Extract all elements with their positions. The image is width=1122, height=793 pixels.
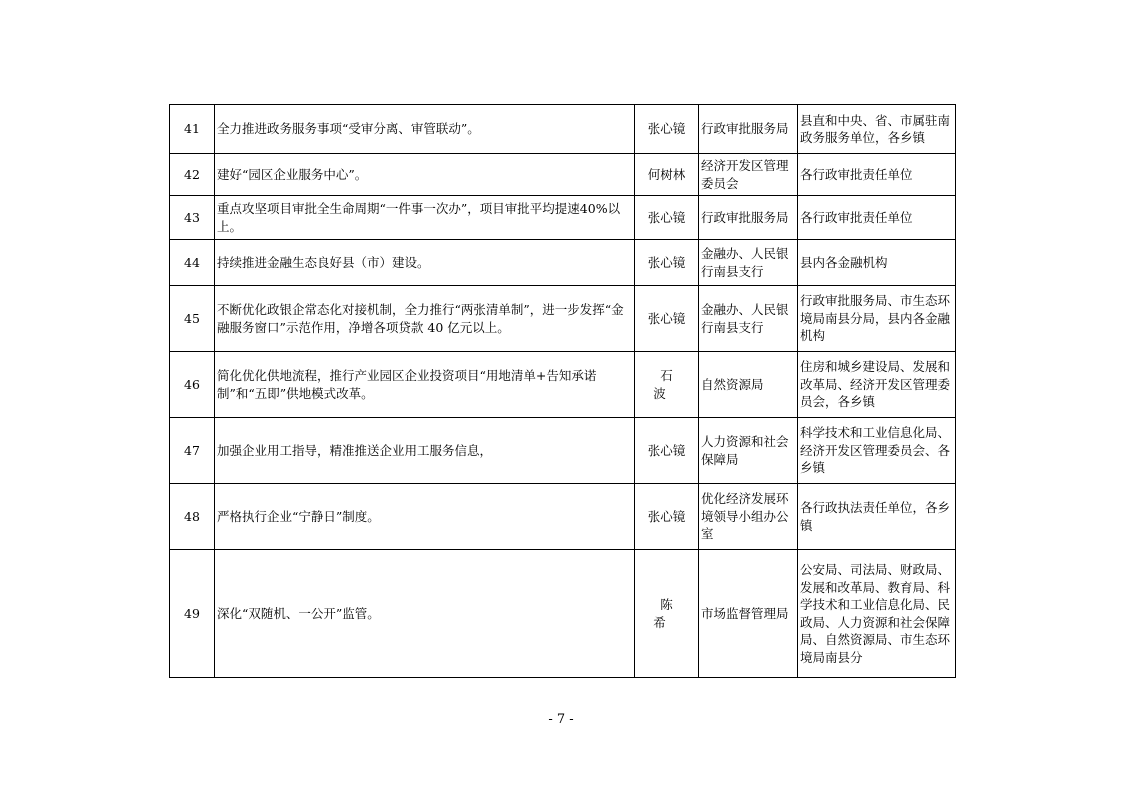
responsible-leader: 陈希 bbox=[635, 550, 699, 678]
table-row bbox=[170, 196, 956, 240]
row-number: 48 bbox=[170, 484, 215, 550]
responsible-leader: 张心镜 bbox=[635, 286, 699, 352]
lead-department: 金融办、人民银行南县支行 bbox=[699, 240, 798, 286]
row-number: 47 bbox=[170, 418, 215, 484]
responsible-leader: 张心镜 bbox=[635, 105, 699, 154]
table-row bbox=[170, 418, 956, 484]
task-description: 简化优化供地流程，推行产业园区企业投资项目“用地清单+告知承诺制”和“五即”供地模式改革。 bbox=[215, 352, 635, 418]
cooperating-units: 公安局、司法局、财政局、发展和改革局、教育局、科学技术和工业信息化局、民政局、人力资源和社会保障局、自然资源局、市生态环境局南县分 bbox=[798, 550, 956, 678]
responsible-leader: 石波 bbox=[635, 352, 699, 418]
task-description: 全力推进政务服务事项“受审分离、审管联动”。 bbox=[215, 105, 635, 154]
task-description: 加强企业用工指导，精准推送企业用工服务信息， bbox=[215, 418, 635, 484]
task-description: 持续推进金融生态良好县（市）建设。 bbox=[215, 240, 635, 286]
cooperating-units: 各行政审批责任单位 bbox=[798, 154, 956, 196]
cooperating-units: 县直和中央、省、市属驻南政务服务单位，各乡镇 bbox=[798, 105, 956, 154]
responsible-leader: 张心镜 bbox=[635, 484, 699, 550]
lead-department: 行政审批服务局 bbox=[699, 196, 798, 240]
table-row bbox=[170, 352, 956, 418]
cooperating-units: 住房和城乡建设局、发展和改革局、经济开发区管理委员会，各乡镇 bbox=[798, 352, 956, 418]
task-description: 不断优化政银企常态化对接机制，全力推行“两张清单制”，进一步发挥“金融服务窗口”示范作用，净增各项贷款 40 亿元以上。 bbox=[215, 286, 635, 352]
lead-department: 优化经济发展环境领导小组办公室 bbox=[699, 484, 798, 550]
row-number: 42 bbox=[170, 154, 215, 196]
row-number: 41 bbox=[170, 105, 215, 154]
cooperating-units: 县内各金融机构 bbox=[798, 240, 956, 286]
task-table bbox=[169, 104, 956, 678]
row-number: 49 bbox=[170, 550, 215, 678]
task-description: 深化“双随机、一公开”监管。 bbox=[215, 550, 635, 678]
task-description: 建好“园区企业服务中心”。 bbox=[215, 154, 635, 196]
table-row bbox=[170, 286, 956, 352]
responsible-leader: 张心镜 bbox=[635, 240, 699, 286]
page-number: - 7 - bbox=[548, 712, 574, 727]
lead-department: 经济开发区管理委员会 bbox=[699, 154, 798, 196]
row-number: 46 bbox=[170, 352, 215, 418]
task-description: 重点攻坚项目审批全生命周期“一件事一次办”，项目审批平均提速40%以上。 bbox=[215, 196, 635, 240]
table-row bbox=[170, 105, 956, 154]
lead-department: 行政审批服务局 bbox=[699, 105, 798, 154]
lead-department: 市场监督管理局 bbox=[699, 550, 798, 678]
cooperating-units: 各行政执法责任单位，各乡镇 bbox=[798, 484, 956, 550]
cooperating-units: 各行政审批责任单位 bbox=[798, 196, 956, 240]
lead-department: 金融办、人民银行南县支行 bbox=[699, 286, 798, 352]
cooperating-units: 科学技术和工业信息化局、经济开发区管理委员会、各乡镇 bbox=[798, 418, 956, 484]
responsible-leader: 何树林 bbox=[635, 154, 699, 196]
lead-department: 自然资源局 bbox=[699, 352, 798, 418]
responsible-leader: 张心镜 bbox=[635, 196, 699, 240]
row-number: 44 bbox=[170, 240, 215, 286]
table-row bbox=[170, 484, 956, 550]
table-row bbox=[170, 550, 956, 678]
task-description: 严格执行企业“宁静日”制度。 bbox=[215, 484, 635, 550]
table-row bbox=[170, 154, 956, 196]
row-number: 45 bbox=[170, 286, 215, 352]
responsible-leader: 张心镜 bbox=[635, 418, 699, 484]
table-row bbox=[170, 240, 956, 286]
row-number: 43 bbox=[170, 196, 215, 240]
cooperating-units: 行政审批服务局、市生态环境局南县分局，县内各金融机构 bbox=[798, 286, 956, 352]
lead-department: 人力资源和社会保障局 bbox=[699, 418, 798, 484]
